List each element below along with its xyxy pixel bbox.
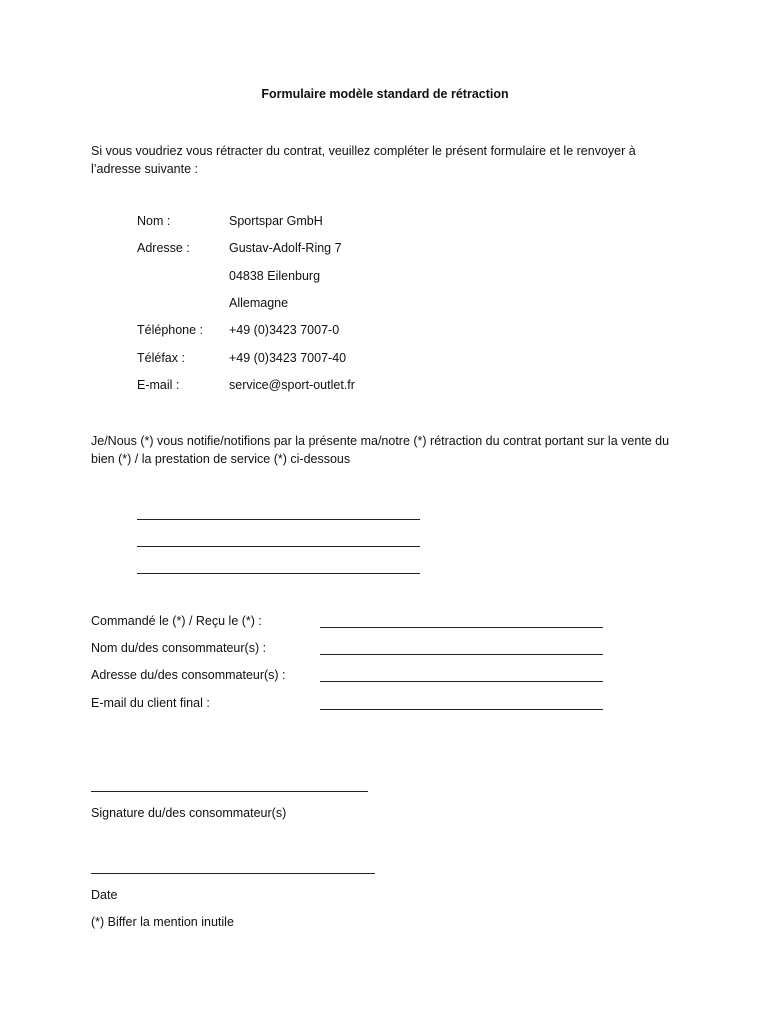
- contact-email-value: service@sport-outlet.fr: [229, 378, 355, 392]
- contact-address-label: Adresse :: [137, 241, 190, 255]
- goods-blank-line-1[interactable]: [137, 519, 420, 520]
- contact-fax-label: Téléfax :: [137, 351, 185, 365]
- signature-line[interactable]: [91, 791, 368, 792]
- client-email-line[interactable]: [320, 709, 603, 710]
- contact-email-label: E-mail :: [137, 378, 180, 392]
- contact-name-label: Nom :: [137, 214, 171, 228]
- contact-address-line-1: Gustav-Adolf-Ring 7: [229, 241, 342, 255]
- consumer-address-line[interactable]: [320, 681, 603, 682]
- goods-blank-line-2[interactable]: [137, 546, 420, 547]
- contact-phone-label: Téléphone :: [137, 323, 204, 337]
- date-label: Date: [91, 888, 118, 902]
- footnote: (*) Biffer la mention inutile: [91, 915, 234, 929]
- contact-fax-value: +49 (0)3423 7007-40: [229, 351, 347, 365]
- contact-address-line-3: Allemagne: [229, 296, 289, 310]
- contact-phone-value: +49 (0)3423 7007-0: [229, 323, 340, 337]
- goods-blank-line-3[interactable]: [137, 573, 420, 574]
- contact-name-value: Sportspar GmbH: [229, 214, 323, 228]
- withdrawal-notice-paragraph: Je/Nous (*) vous notifie/notifions par la présente ma/notre (*) rétraction du contrat portant sur la vente du bien (*) / la prestation de service (*) ci-dessous: [91, 434, 670, 466]
- consumer-name-line[interactable]: [320, 654, 603, 655]
- client-email-label: E-mail du client final :: [91, 696, 210, 710]
- date-line[interactable]: [91, 873, 375, 874]
- consumer-name-label: Nom du/des consommateur(s) :: [91, 641, 267, 655]
- intro-paragraph: Si vous voudriez vous rétracter du contrat, veuillez compléter le présent formulaire et le renvoyer à l’adresse suivante :: [91, 144, 636, 176]
- order-date-label: Commandé le (*) / Reçu le (*) :: [91, 614, 262, 628]
- signature-label: Signature du/des consommateur(s): [91, 806, 287, 820]
- consumer-address-label: Adresse du/des consommateur(s) :: [91, 668, 286, 682]
- order-date-line[interactable]: [320, 627, 603, 628]
- contact-address-line-2: 04838 Eilenburg: [229, 269, 321, 283]
- form-title: Formulaire modèle standard de rétraction: [261, 87, 509, 101]
